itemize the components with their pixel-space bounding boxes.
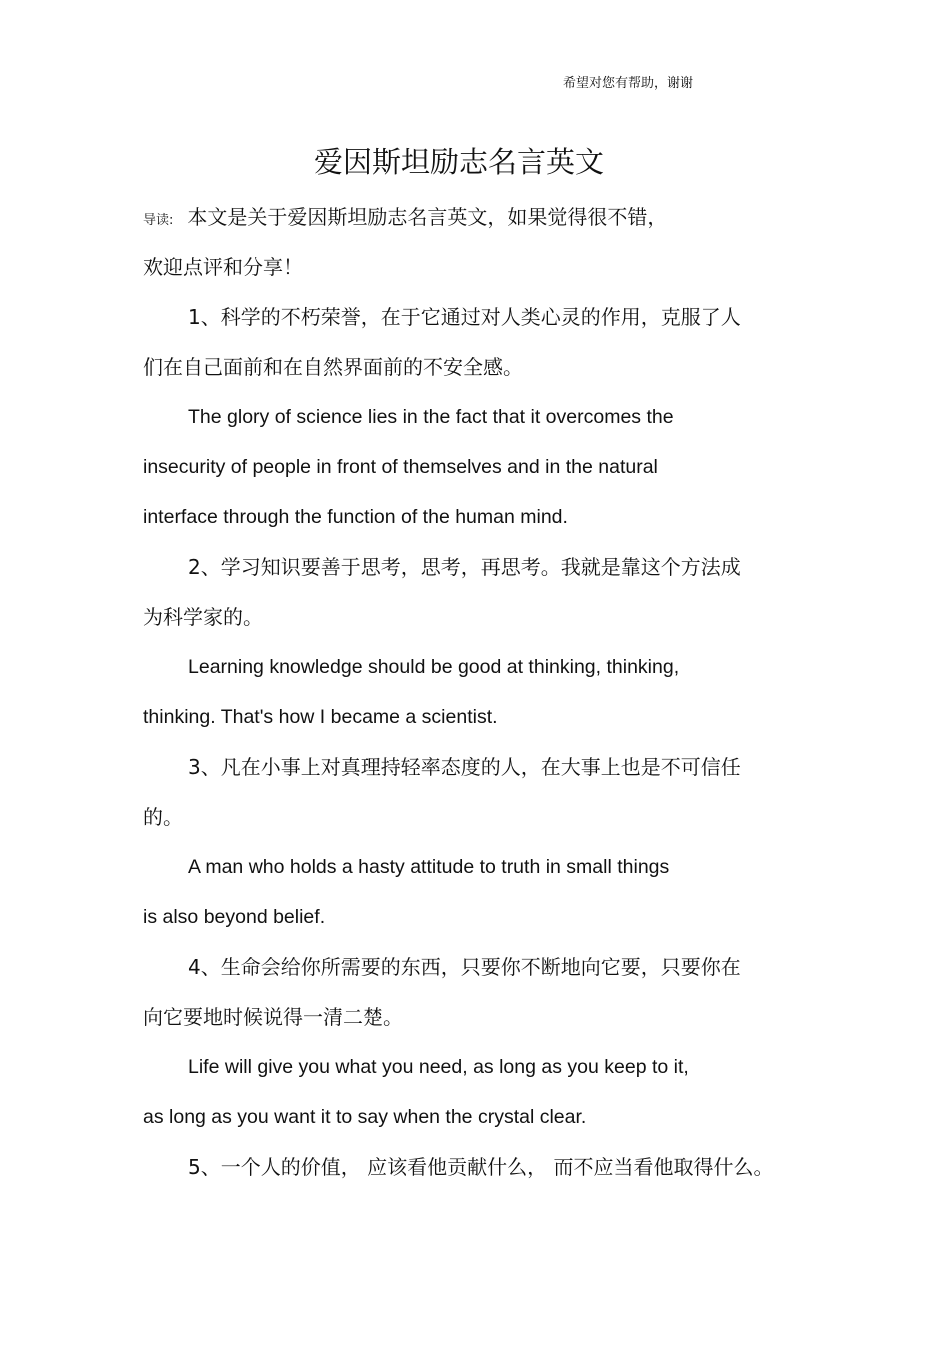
quote-2-en-line-2: thinking. That's how I became a scientist.	[143, 706, 498, 728]
quote-3-zh-line-1: 3、凡在小事上对真理持轻率态度的人，在大事上也是不可信任	[188, 755, 741, 779]
quote-1-zh-line-2: 们在自己面前和在自然界面前的不安全感。	[143, 355, 523, 379]
intro-line-2: 欢迎点评和分享！	[143, 255, 303, 279]
quote-1-en-line-1: The glory of science lies in the fact that it overcomes the	[188, 406, 674, 428]
quote-2-zh-line-1: 2、学习知识要善于思考，思考，再思考。我就是靠这个方法成	[188, 555, 741, 579]
quote-4-zh-line-1: 4、生命会给你所需要的东西，只要你不断地向它要，只要你在	[188, 955, 741, 979]
quote-1-en-line-3: interface through the function of the human mind.	[143, 506, 568, 528]
quote-2-zh-line-2: 为科学家的。	[143, 605, 263, 629]
document-body	[143, 192, 793, 1192]
quote-5-zh-line-1: 5、一个人的价值， 应该看他贡献什么， 而不应当看他取得什么。	[188, 1155, 774, 1179]
quote-1-zh-line-1: 1、科学的不朽荣誉，在于它通过对人类心灵的作用，克服了人	[188, 305, 741, 329]
quote-4-en-line-2: as long as you want it to say when the crystal clear.	[143, 1106, 587, 1128]
quote-2-en-line-1: Learning knowledge should be good at thinking, thinking,	[188, 656, 680, 678]
quote-4-zh-line-2: 向它要地时候说得一清二楚。	[143, 1005, 403, 1029]
quote-4-en-line-1: Life will give you what you need, as long as you keep to it,	[188, 1056, 689, 1078]
quote-1-en-line-2: insecurity of people in front of themselves and in the natural	[143, 456, 658, 478]
quote-3-zh-line-2: 的。	[143, 805, 183, 829]
intro-line-1	[143, 192, 793, 242]
intro-label: 导读:	[143, 213, 174, 228]
intro-text: 本文是关于爱因斯坦励志名言英文，如果觉得很不错，	[187, 205, 668, 229]
header-note: 希望对您有帮助，谢谢	[563, 76, 694, 91]
quote-3-en-line-2: is also beyond belief.	[143, 906, 326, 928]
document-title: 爱因斯坦励志名言英文	[313, 145, 604, 179]
quote-3-en-line-1: A man who holds a hasty attitude to truth in small things	[188, 856, 670, 878]
